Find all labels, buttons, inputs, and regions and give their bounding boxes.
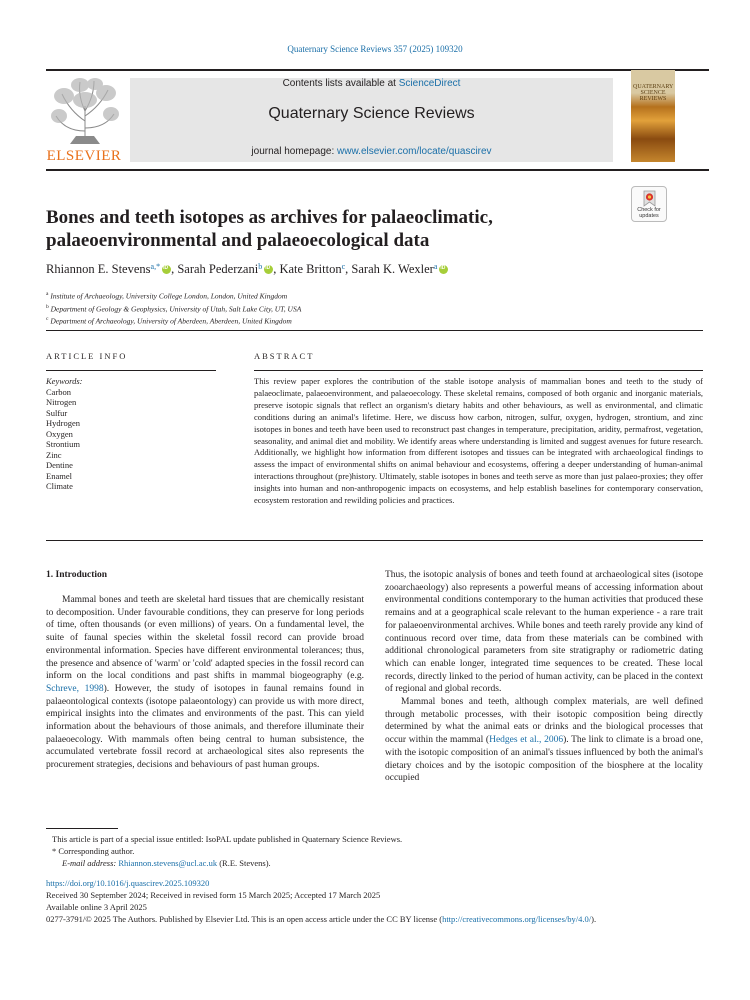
abstract-heading: ABSTRACT (254, 351, 315, 361)
paragraph (385, 696, 703, 785)
section-heading-introduction: 1. Introduction (46, 570, 108, 580)
article-info-heading: ARTICLE INFO (46, 351, 128, 361)
citation-link[interactable]: Hedges et al., 2006 (489, 735, 564, 746)
keyword: Carbon (46, 386, 72, 397)
article-title: Bones and teeth isotopes as archives for palaeoclimatic, palaeoenvironmental and palaeoecological data (46, 207, 493, 251)
affiliation-mark: c (46, 316, 49, 322)
affiliation-mark: b (46, 303, 49, 310)
author-name[interactable]: Sarah K. Wexler (351, 262, 434, 276)
contents-prefix: Contents lists available at (282, 78, 399, 89)
abstract-text: This review paper explores the contribution of the stable isotope analysis of mammalian bones and teeth to the study of palaeoclimate, palaeoenvironment, and palaeoecology. These skeletal remains, composed of both organic and inorganic materials, preserve isotopic signals that reflect an organism's dietary habits and other behaviours, as well as environmental, and climatic conditions during an animal's lifetime. Here, we discuss how carbon, nitrogen, sulfur, oxygen, hydrogen, strontium, and zinc isotopes in bones and teeth have been used to reconstruct past changes in temperature, precipitation, aridity, permafrost, vegetation, seasonality, and animal diet and mobility. We identify areas where understanding is limited and suggest avenues for future research. Additionally, we highlight how information from different isotopes and tissues can be integrated with archaeological findings to assess the impact of environmental shifts on animal behaviour and ecosystems, offering a deeper understanding of human-animal interactions throughout (pre)history. Ultimately, stable isotopes in bones and teeth serve as more than just palaeo-proxies; they offer insights into human and non-anthropogenic impacts on ecosystems, and help establish baselines for contemporary conservation, ecosystem restoration and rewilding policies and practices. (254, 376, 703, 506)
footnote-corresponding: * Corresponding author. (52, 846, 135, 856)
email-link[interactable]: Rhiannon.stevens@ucl.ac.uk (118, 858, 218, 868)
keyword: Climate (46, 481, 73, 491)
bookmark-update-icon (642, 190, 657, 207)
affiliation-divider (46, 330, 703, 331)
cover-title: QUATERNARY SCIENCE REVIEWS (633, 84, 674, 102)
paragraph (46, 594, 364, 772)
journal-header (46, 70, 709, 163)
footnote-rule (46, 828, 118, 829)
keyword: Hydrogen (46, 418, 80, 428)
citation-link[interactable]: Schreve, 1998 (46, 683, 104, 694)
orcid-icon[interactable] (264, 265, 273, 274)
keywords-block (46, 376, 216, 492)
body-column-left (46, 594, 364, 772)
homepage-link[interactable]: www.elsevier.com/locate/quascirev (337, 146, 492, 157)
author-name[interactable]: Kate Britton (279, 262, 342, 276)
check-for-updates-badge[interactable] (631, 186, 667, 222)
orcid-icon[interactable] (162, 265, 171, 274)
journal-cover-thumbnail[interactable] (631, 70, 675, 162)
footnote-email (52, 857, 702, 869)
affiliation-text: Department of Geology & Geophysics, University of Utah, Salt Lake City, UT, USA (50, 304, 302, 313)
sciencedirect-link[interactable]: ScienceDirect (398, 78, 461, 89)
elsevier-tree-icon (50, 76, 120, 146)
available-online: Available online 3 April 2025 (46, 902, 147, 912)
author-affiliation-mark[interactable]: c (341, 262, 346, 271)
abstract-rule (254, 370, 703, 371)
affiliation (46, 314, 666, 327)
contents-line (130, 78, 613, 89)
author-affiliation-mark[interactable]: a,* (150, 262, 161, 271)
author-list: Rhiannon E. Stevens$^{a,*}$iD , Sarah Pederzani$^b$iD , Kate Britton$^c$, Sarah K. Wexler$^a$iD (46, 262, 646, 277)
author-affiliation-mark[interactable]: a (433, 262, 438, 271)
article-info-rule (46, 370, 216, 371)
received-dates: Received 30 September 2024; Received in revised form 15 March 2025; Accepted 17 March 2025 (46, 890, 381, 900)
check-for-updates-label: Check for updates (637, 207, 661, 219)
affiliation-mark: a (46, 291, 49, 297)
paragraph-text: ). The link to climate is a broad one, with the isotopic composition of an animal's tissues influenced by both the animal's dietary choices and by the isotopic composition of the biosphere at the locality occupied (385, 735, 704, 784)
author-name[interactable]: Sarah Pederzani (177, 262, 259, 276)
keyword: Zinc (46, 449, 62, 460)
footnotes (52, 833, 702, 869)
affiliation-text: Institute of Archaeology, University College London, London, United Kingdom (50, 291, 288, 301)
paragraph-text: ). However, the study of isotopes in faunal remains found in palaeontological contexts (isotope palaeontology) can provide us with more direct, empirical insights into the climates and environments of the past. This can yield information about the behaviours of those animals, and therefore illuminate their palaeoecology. With mammals often being central to human subsistence, the accumulated vertebrate fossil record at archaeological sites also represents the procurement strategies, decisions and behaviours of past human groups. (46, 683, 364, 771)
journal-banner (130, 78, 613, 162)
paragraph-text: Mammal bones and teeth are skeletal hard tissues that are chemically resistant to decomposition. Under favourable conditions, they can preserve for long periods of time, often thousands (or even millions) of years. On a fundamental level, the suite of faunal species within the skeletal fossil record can provide broad environmental information. Species have different environmental tolerances; thus, the presence and absence of 'warm' or 'cold' adapted species in the fossil record can inform on the local conditions and past shifts in mammal biogeography (e.g. (46, 595, 364, 682)
affiliation-text: Department of Archaeology, University of Aberdeen, Aberdeen, United Kingdom (50, 316, 292, 326)
keyword: Dentine (46, 460, 73, 470)
publication-info (46, 877, 716, 925)
affiliation (46, 302, 666, 315)
keyword: Sulfur (46, 407, 68, 418)
keyword: Oxygen (46, 428, 73, 439)
keyword: Nitrogen (46, 397, 77, 407)
header-rule-bottom (46, 169, 709, 171)
elsevier-wordmark: ELSEVIER (46, 148, 122, 164)
author-affiliation-mark[interactable]: b (258, 262, 263, 271)
affiliations (46, 289, 666, 327)
license-text: 0277-3791/© 2025 The Authors. Published by Elsevier Ltd. This is an open access article under the CC BY license ( (46, 914, 443, 924)
body-column-right (385, 569, 703, 785)
license-text-end: ). (591, 914, 597, 924)
doi-link[interactable]: https://doi.org/10.1016/j.quascirev.2025.109320 (46, 878, 210, 888)
homepage-line (130, 146, 613, 157)
email-suffix: (R.E. Stevens). (217, 858, 271, 868)
keywords-label: Keywords: (46, 376, 83, 386)
author-name[interactable]: Rhiannon E. Stevens (46, 262, 151, 276)
keyword: Strontium (46, 439, 81, 449)
journal-citation[interactable]: Quaternary Science Reviews 357 (2025) 109320 (287, 44, 463, 54)
email-label: E-mail address: (62, 858, 119, 868)
paragraph-text: Mammal bones and teeth, although complex materials, are well defined through metabolic processes, with their isotopic composition being directly determined by what the animal eats or drinks and the biological processes that occur within the mammal ( (385, 697, 703, 746)
license-link[interactable]: http://creativecommons.org/licenses/by/4.0/ (442, 914, 592, 924)
footnote-special-issue: This article is part of a special issue entitled: IsoPAL update published in Quaternary Science Reviews. (52, 834, 403, 844)
abstract-divider (46, 540, 703, 541)
orcid-icon[interactable] (439, 265, 448, 274)
affiliation (46, 289, 666, 302)
journal-name[interactable]: Quaternary Science Reviews (268, 105, 475, 122)
paragraph: Thus, the isotopic analysis of bones and teeth found at archaeological sites (isotope zooarchaeology) also represents a powerful means of accessing information about environmental conditions contemporary to the human activities that produced these remains and at a geographical scale relevant to the human experience - a rare trait for palaeoenvironmental archives. While bones and teeth rarely provide any kind of continuous record over time, data from these materials can be combined with additional chronological parameters from site stratigraphy or radiometric dating which can enable longer, integrated time sequences to be created. These local records, directly linked to the period of human activity, can be placed in the context of regional and global records. (385, 570, 703, 695)
keyword: Enamel (46, 470, 72, 481)
license-line (46, 913, 716, 925)
homepage-prefix: journal homepage: (251, 146, 338, 157)
elsevier-logo[interactable] (46, 76, 122, 162)
